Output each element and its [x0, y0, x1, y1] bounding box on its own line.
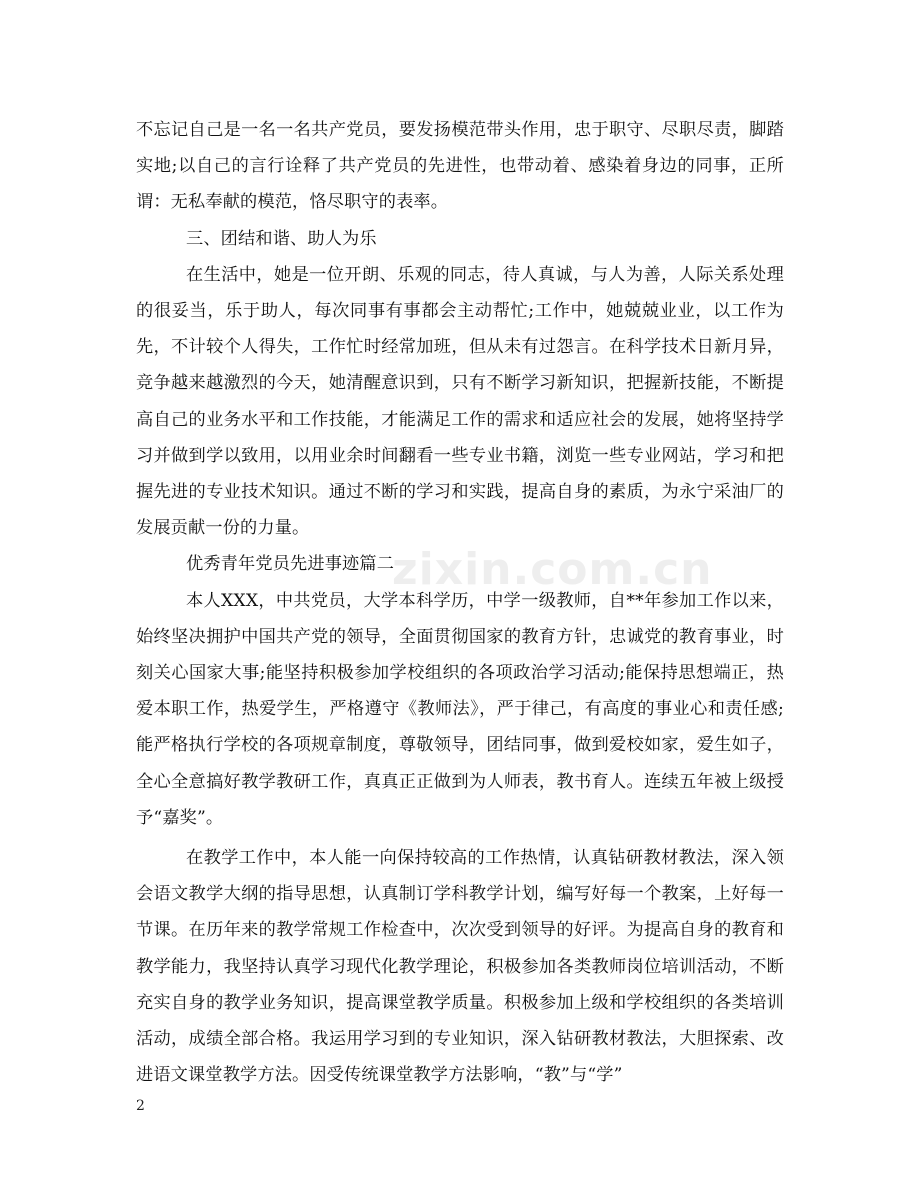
watermark: zixin.com.cn — [392, 544, 713, 595]
paragraph-self-introduction: 本人XXX，中共党员，大学本科学历，中学一级教师，自**年参加工作以来，始终坚决拥护中国共产党的领导，全面贯彻国家的教育方针，忠诚党的教育事业，时刻关心国家大事;能坚持积极参加学校组织的各项政治学习活动;能保持思想端正，热爱本职工作，热爱学生，严格遵守《教师法》，严于律己，有高度的事业心和责任感;能严格执行学校的各项规章制度，尊敬领导，团结同事，做到爱校如家，爱生如子，全心全意搞好教学教研工作，真真正正做到为人师表，教书育人。连续五年被上级授予“嘉奖”。 — [136, 590, 784, 828]
paragraph-life-and-work: 在生活中，她是一位开朗、乐观的同志，待人真诚，与人为善，人际关系处理的很妥当，乐于助人，每次同事有事都会主动帮忙;工作中，她兢兢业业，以工作为先，不计较个人得失，工作忙时经常加班，但从未有过怨言。在科学技术日新月异，竞争越来越激烈的今天，她清醒意识到，只有不断学习新知识，把握新技能，不断提高自己的业务水平和工作技能，才能满足工作的需求和适应社会的发展，她将坚持学习并做到学以致用，以用业余时间翻看一些专业书籍，浏览一些专业网站，学习和把握先进的专业技术知识。通过不断的学习和实践，提高自身的素质，为永宁采油厂的发展贡献一份的力量。 — [136, 264, 784, 539]
section-heading-unity: 三、团结和谐、助人为乐 — [186, 228, 377, 249]
paragraph-continuation: 不忘记自己是一名一名共产党员，要发扬模范带头作用，忠于职守、尽职尽责，脚踏实地;以自己的言行诠释了共产党员的先进性，也带动着、感染着身边的同事，正所谓：无私奉献的模范，恪尽职守的表率。 — [136, 120, 785, 213]
article-title-part-two: 优秀青年党员先进事迹篇二 — [186, 554, 395, 575]
page-number: 2 — [136, 1098, 145, 1114]
paragraph-teaching-work: 在教学工作中，本人能一向保持较高的工作热情，认真钻研教材教法，深入领会语文教学大纲的指导思想，认真制订学科教学计划，编写好每一个教案，上好每一节课。在历年来的教学常规工作检查中，次次受到领导的好评。为提高自身的教育和教学能力，我坚持认真学习现代化教学理论，积极参加各类教师岗位培训活动，不断充实自身的教学业务知识，提高课堂教学质量。积极参加上级和学校组织的各类培训活动，成绩全部合格。我运用学习到的专业知识，深入钻研教材教法，大胆探索、改进语文课堂教学方法。因受传统课堂教学方法影响，“教”与“学” — [136, 848, 784, 1086]
document-body — [136, 112, 784, 1093]
